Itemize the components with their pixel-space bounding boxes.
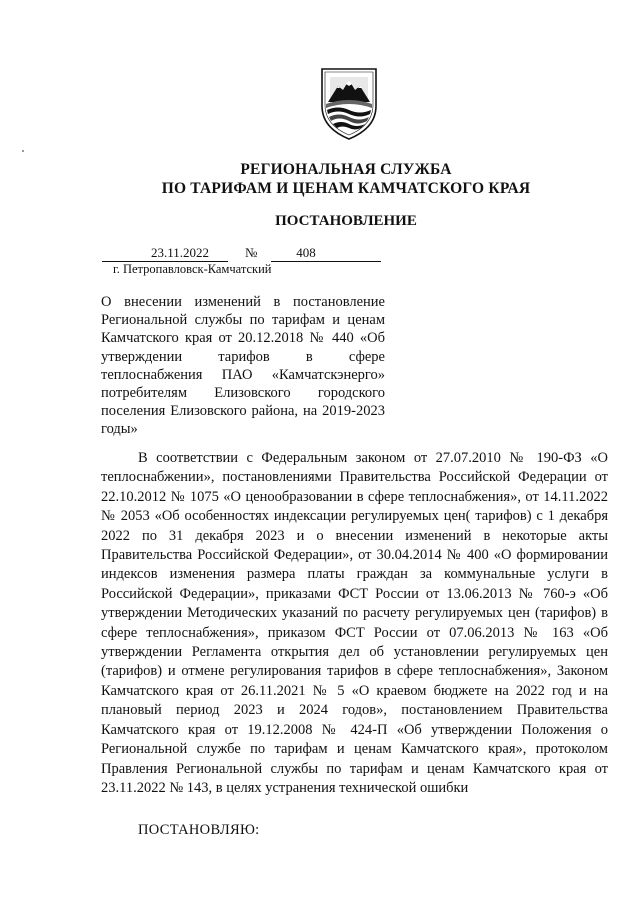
decree-word: ПОСТАНОВЛЯЮ: <box>138 822 260 838</box>
organization-name <box>0 160 640 198</box>
document-subject: О внесении изменений в постановление Региональной службы по тарифам и ценам Камчатского края от 20.12.2018 № 440 «Об утверждении тарифов в сфере теплоснабжения ПАО «Камчатскэнерго» потребителям Елизовского городского поселения Елизовского района, на 2019-2023 годы» <box>101 294 385 438</box>
document-type: ПОСТАНОВЛЕНИЕ <box>275 213 417 229</box>
document-date: 23.11.2022 <box>102 245 228 262</box>
preamble-paragraph: В соответствии с Федеральным законом от 27.07.2010 № 190-ФЗ «О теплоснабжении», постановлениями Правительства Российской Федерации от 22.10.2012 № 1075 «О ценообразовании в сфере теплоснабжения», от 14.11.2022 № 2053 «Об особенностях индексации регулируемых цен( тарифов) с 1 декабря 2022 по 31 декабря 2023 и о внесении изменений в некоторые акты Правительства Российской Федерации», от 30.04.2014 № 400 «О формировании индексов изменения размера платы граждан за коммунальные услуги в Российской Федерации», приказами ФСТ России от 13.06.2013 № 760-э «Об утверждении Методических указаний по расчету регулируемых цен (тарифов) в сфере теплоснабжения», приказом ФСТ России от 07.06.2013 № 163 «Об утверждении Регламента открытия дел об установлении регулируемых цен (тарифов) и отмене регулирования тарифов в сфере теплоснабжения», Законом Камчатского края от 26.11.2021 № 5 «О краевом бюджете на 2022 год и на плановый период 2023 и 2024 годов», постановлением Правительства Камчатского края от 19.12.2008 № 424-П «Об утверждении Положения о Региональной службе по тарифам и ценам Камчатского края», протоколом Правления Региональной службы по тарифам и ценам Камчатского края от 23.11.2022 № 143, в целях устранения технической ошибки <box>101 450 608 796</box>
document-number: 408 <box>271 245 381 262</box>
city-name: г. Петропавловск-Камчатский <box>113 262 272 276</box>
kamchatka-coat-of-arms-icon <box>318 66 380 142</box>
number-label: № <box>245 245 258 260</box>
org-line-1: РЕГИОНАЛЬНАЯ СЛУЖБА <box>240 161 452 178</box>
org-line-2: ПО ТАРИФАМ И ЦЕНАМ КАМЧАТСКОГО КРАЯ <box>161 180 531 197</box>
edge-mark <box>22 150 24 152</box>
